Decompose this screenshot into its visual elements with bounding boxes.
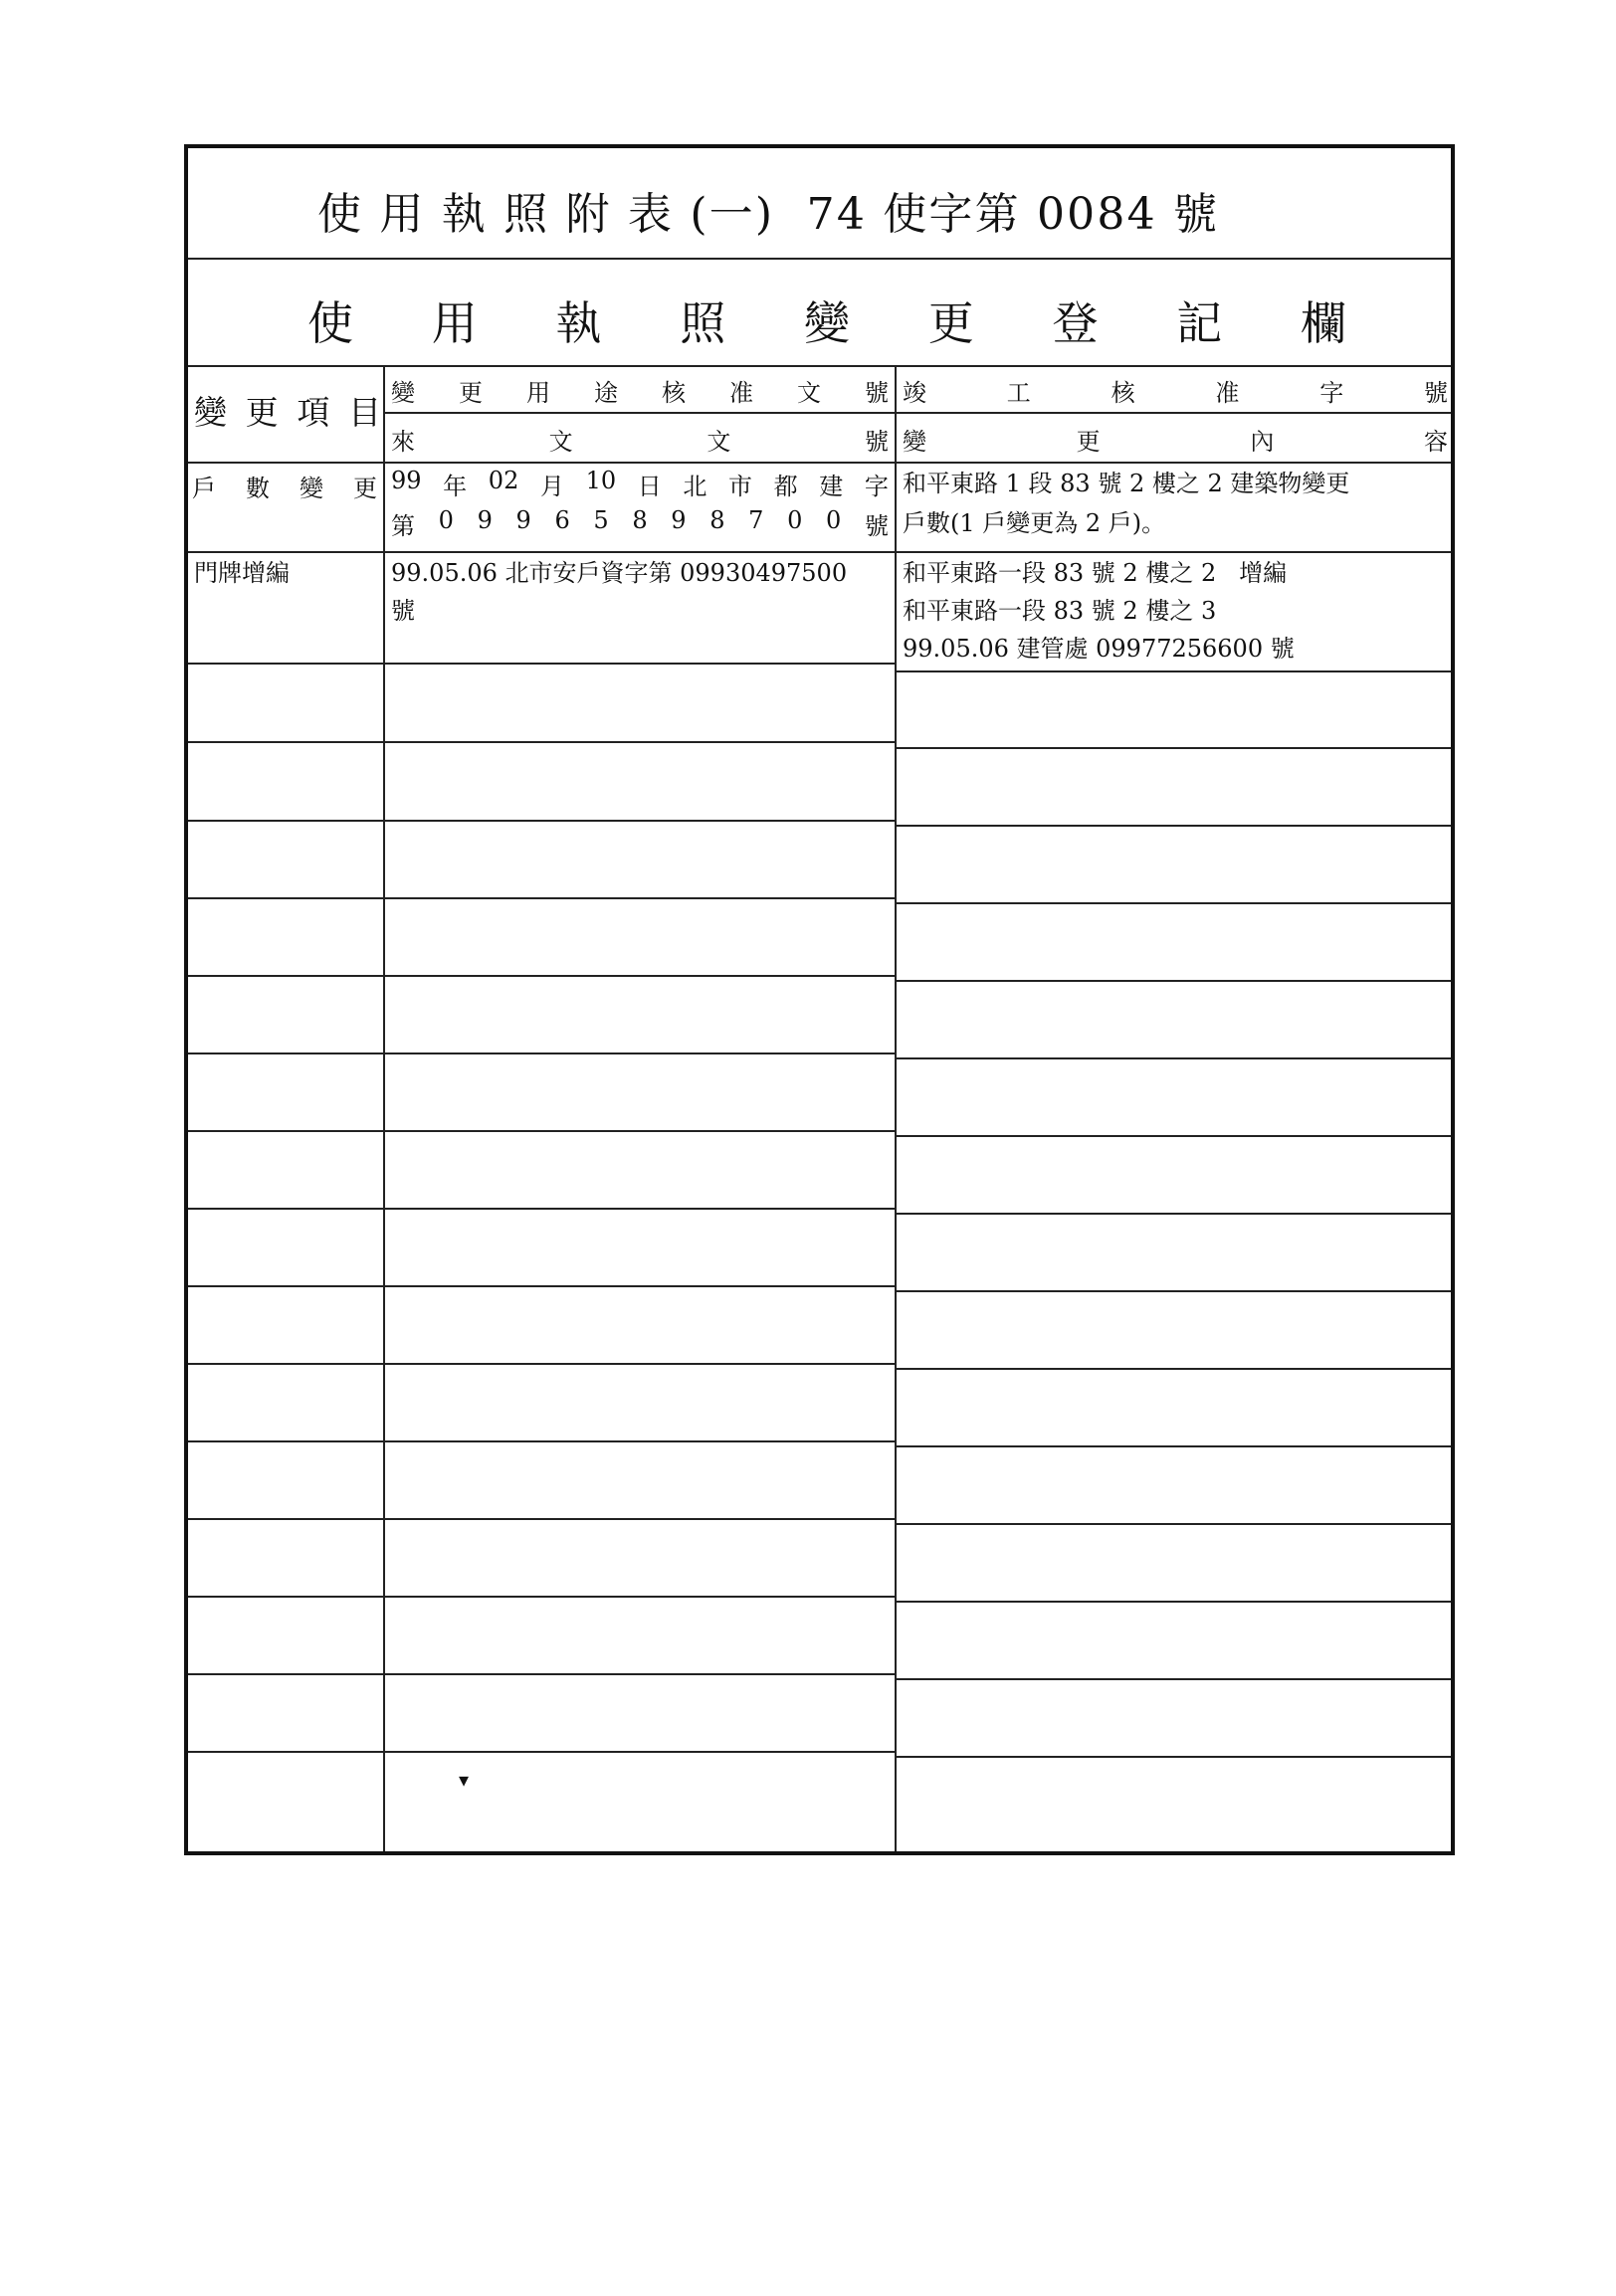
row-line <box>895 1601 1451 1603</box>
row-line <box>895 1445 1451 1447</box>
row-line <box>895 1523 1451 1525</box>
form-title-row <box>188 148 1451 260</box>
row-line <box>895 1290 1451 1292</box>
header-change-item: 變 更 項 目 <box>194 393 381 432</box>
row-line <box>188 1285 895 1287</box>
column-divider <box>895 367 897 1851</box>
row-line <box>895 980 1451 982</box>
row-line <box>188 1596 895 1598</box>
header-split-line <box>383 412 1451 414</box>
row-item-household-change: 戶 數 變 更 <box>192 475 377 502</box>
row-line <box>895 1678 1451 1680</box>
row-line <box>188 1518 895 1520</box>
row-line <box>188 1208 895 1210</box>
row-line <box>188 1751 895 1753</box>
row-line <box>895 670 1451 672</box>
row-line <box>188 1363 895 1365</box>
form-title: 使 用 執 照 附 表 (一) 74 使字第 0084 號 <box>317 189 1220 240</box>
scan-mark: ▾ <box>459 1768 470 1792</box>
row-line <box>188 1052 895 1054</box>
header-approval-doc-no: 變 更 用 途 核 准 文 號 <box>391 379 889 407</box>
header-completion-no: 竣 工 核 准 字 號 <box>903 379 1448 407</box>
row-line <box>188 820 895 822</box>
row-line <box>895 902 1451 904</box>
row-doc-line: 第 0 9 9 6 5 8 9 8 7 0 0 號 <box>391 506 889 540</box>
column-divider <box>383 367 385 1851</box>
section-title-row <box>188 260 1451 367</box>
row-line <box>895 1057 1451 1059</box>
row-doc-line: 99.05.06 北市安戶資字第 09930497500 <box>391 559 848 587</box>
row-item-address-addition: 門牌增編 <box>194 559 290 587</box>
row-line <box>895 1368 1451 1370</box>
row-doc-line: 號 <box>391 597 415 625</box>
row-content-line: 99.05.06 建管處 09977256600 號 <box>903 635 1295 663</box>
row-line <box>188 1440 895 1442</box>
row-line <box>895 1756 1451 1758</box>
row-line <box>188 1130 895 1132</box>
row-line <box>188 975 895 977</box>
row-line <box>188 741 895 743</box>
section-title: 使 用 執 照 變 更 登 記 欄 <box>307 296 1346 350</box>
row-line <box>895 747 1451 749</box>
row-line <box>188 897 895 899</box>
header-incoming-doc-no: 來 文 文 號 <box>391 428 889 456</box>
usage-permit-change-form <box>184 144 1455 1855</box>
change-register-table <box>188 367 1451 1851</box>
row-content-line: 戶數(1 戶變更為 2 戶)。 <box>903 509 1166 537</box>
row-line <box>895 1135 1451 1137</box>
row-line <box>188 1673 895 1675</box>
header-change-content: 變 更 內 容 <box>903 428 1448 456</box>
row-line <box>188 551 1451 553</box>
row-content-line: 和平東路 1 段 83 號 2 樓之 2 建築物變更 <box>903 470 1350 497</box>
row-line <box>895 1213 1451 1215</box>
row-line <box>188 663 895 665</box>
row-content-line: 和平東路一段 83 號 2 樓之 3 <box>903 597 1217 625</box>
row-line <box>895 825 1451 827</box>
header-bottom-line <box>188 462 1451 464</box>
row-content-line: 和平東路一段 83 號 2 樓之 2 增編 <box>903 559 1288 587</box>
row-doc-line: 99 年 02 月 10 日 北 市 都 建 字 <box>391 467 889 500</box>
